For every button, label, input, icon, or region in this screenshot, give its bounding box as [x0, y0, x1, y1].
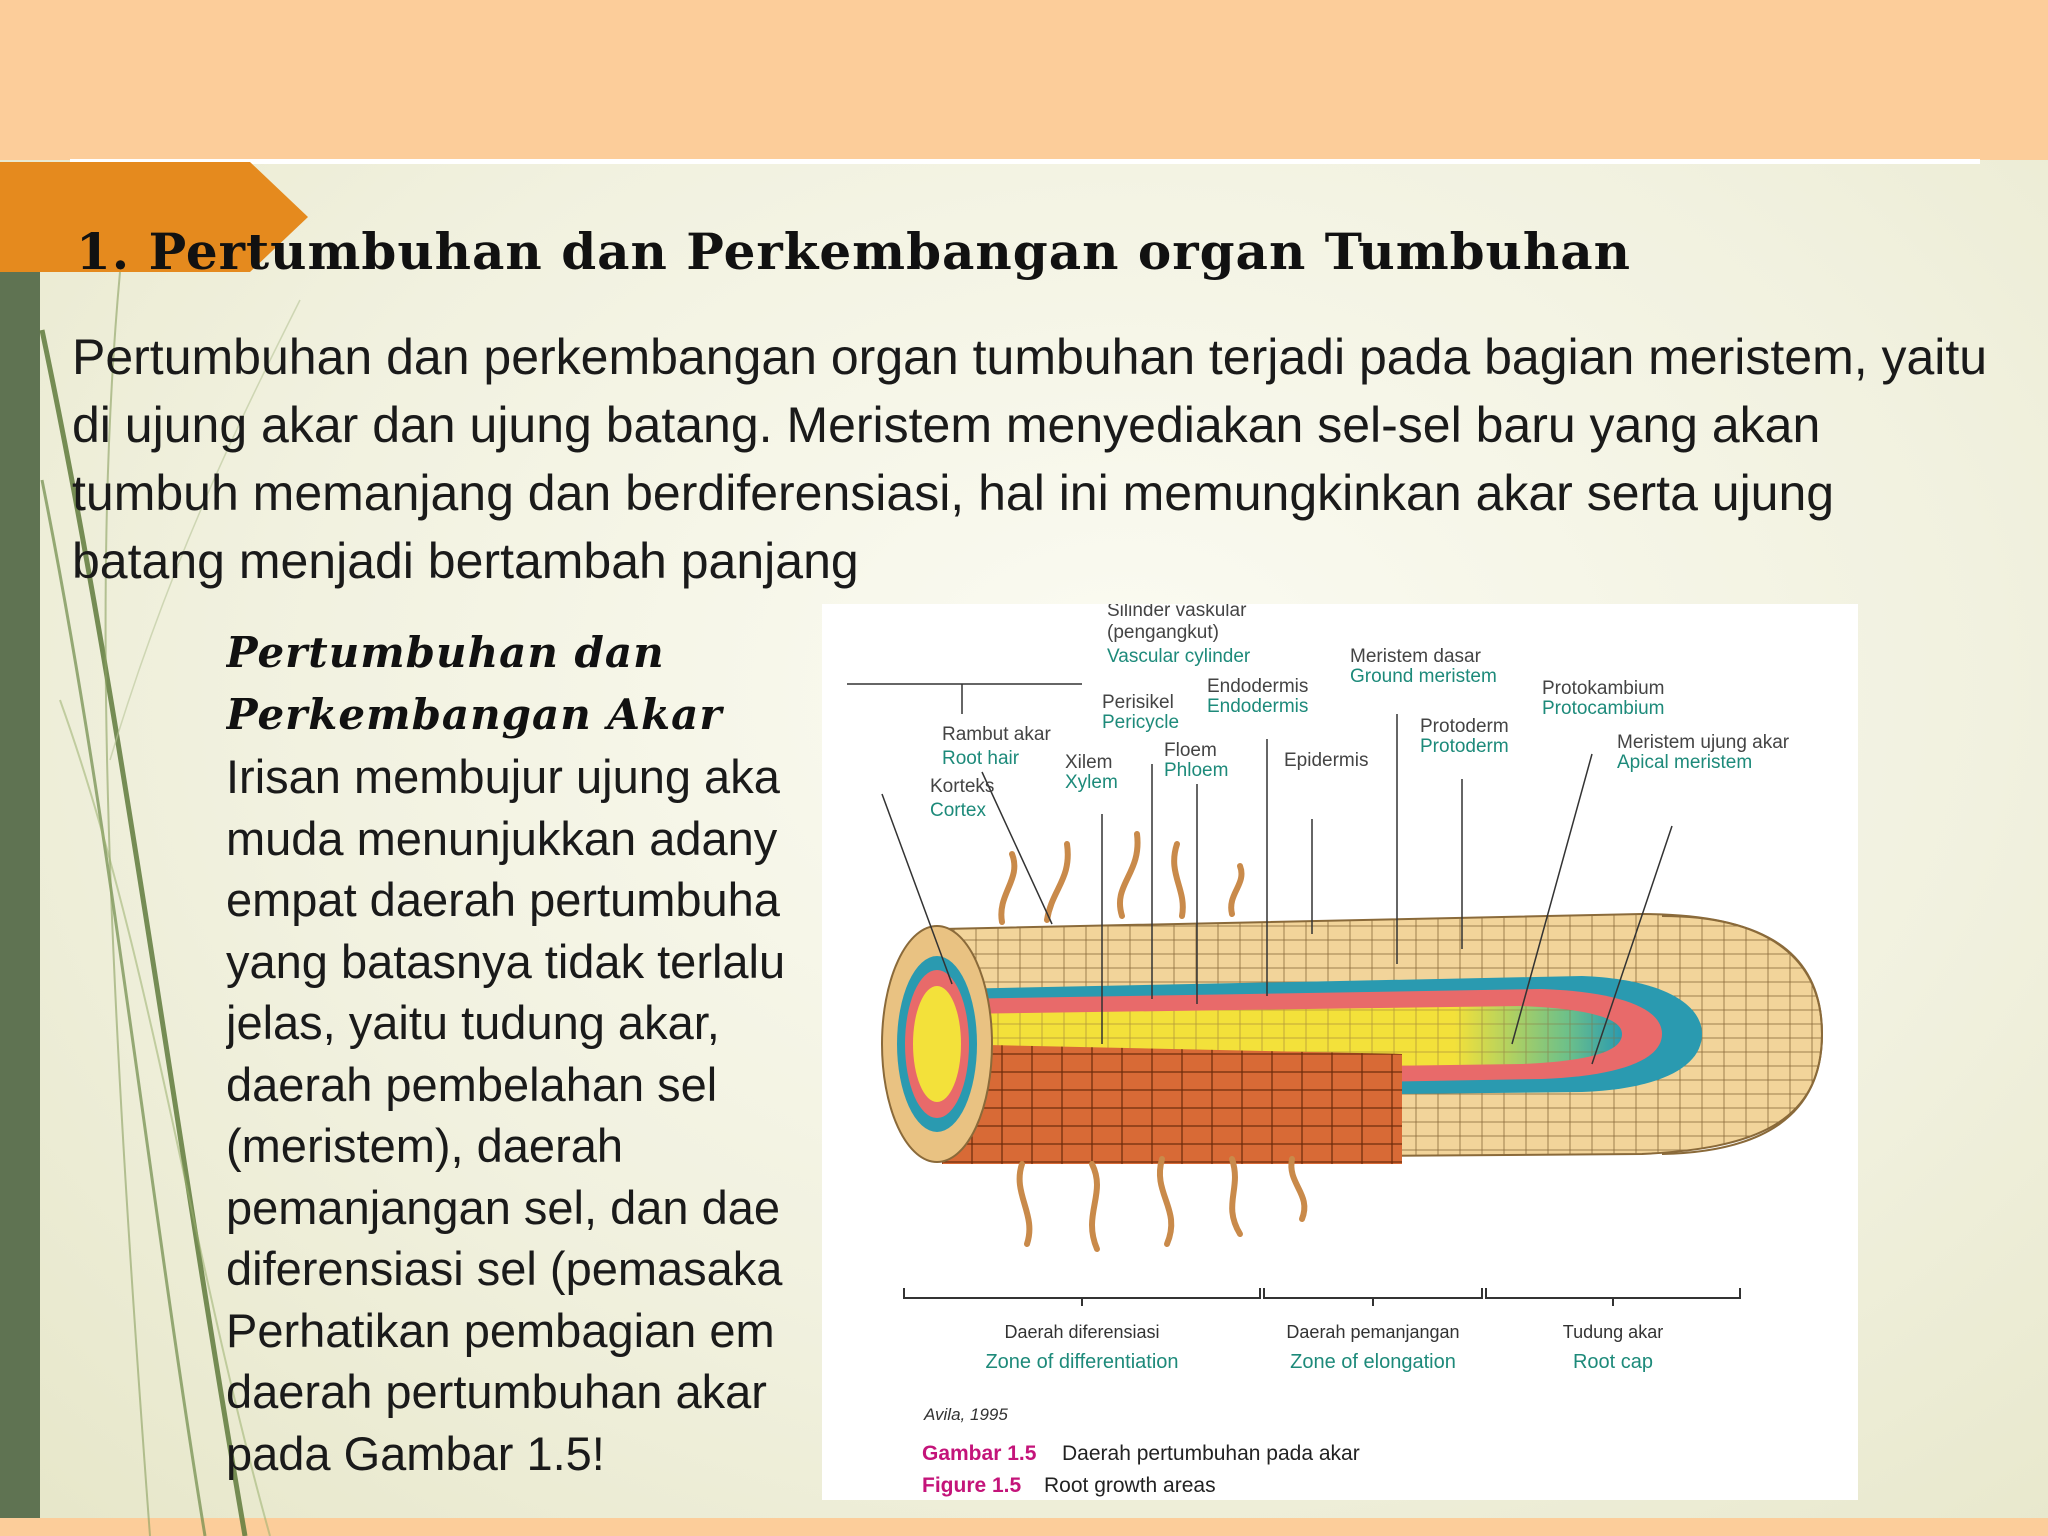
label-meristem-dasar: Meristem dasar [1350, 646, 1481, 667]
left-green-bar [0, 272, 40, 1522]
body-line: Perhatikan pembagian em [226, 1303, 775, 1357]
body-line: diferensiasi sel (pemasaka [226, 1242, 783, 1295]
label-protokambium: Protokambium [1542, 678, 1665, 699]
figure-credit: Avila, 1995 [924, 1405, 1008, 1424]
label-epidermis: Epidermis [1284, 750, 1369, 771]
label-pericycle: Pericycle [1102, 712, 1180, 733]
label-xylem: Xylem [1065, 772, 1118, 793]
label-endodermis-id: Endodermis [1207, 676, 1309, 697]
body-line: pemanjangan sel, dan dae [226, 1180, 780, 1234]
label-phloem: Phloem [1164, 760, 1229, 781]
root-body [882, 914, 1822, 1164]
root-diagram-svg [822, 604, 1858, 1500]
bottom-band [0, 1518, 2048, 1536]
label-floem: Floem [1164, 740, 1217, 761]
body-line: empat daerah pertumbuha [226, 873, 780, 926]
body-line: Irisan membujur ujung aka [226, 750, 780, 803]
subheading-line-1: Pertumbuhan dan [226, 628, 665, 677]
body-line: jelas, yaitu tudung akar, [226, 996, 720, 1049]
label-meristem-ujung: Meristem ujung akar [1617, 732, 1790, 753]
subheading-line-2: Perkembangan Akar [226, 690, 723, 739]
label-apical-meristem: Apical meristem [1617, 752, 1753, 773]
diagram-labels [930, 604, 1790, 821]
label-protoderm-en: Protoderm [1420, 736, 1509, 757]
label-ground-meristem: Ground meristem [1350, 666, 1497, 687]
body-line: (meristem), daerah [226, 1119, 623, 1172]
body-line: daerah pembelahan sel [226, 1057, 718, 1111]
label-rambut-akar: Rambut akar [942, 724, 1051, 745]
header-divider-line [70, 159, 1980, 164]
label-vascular-cylinder: Vascular cylinder [1107, 646, 1251, 667]
label-cortex: Cortex [930, 800, 986, 821]
slide-heading: 1. Pertumbuhan dan Perkembangan organ Tumbuhan [76, 222, 1632, 281]
caption-gambar-text: Daerah pertumbuhan pada akar [1062, 1442, 1360, 1465]
top-header-band [0, 0, 2048, 160]
zone-label-differentiation-en: Zone of differentiation [985, 1351, 1179, 1373]
label-korteks: Korteks [930, 776, 995, 797]
zone-label-elongation-id: Daerah pemanjangan [1286, 1322, 1460, 1342]
zone-label-rootcap-id: Tudung akar [1562, 1322, 1664, 1342]
label-root-hair: Root hair [942, 748, 1020, 769]
root-growth-section [226, 622, 828, 1492]
body-line: pada Gambar 1.5! [226, 1426, 605, 1480]
label-protoderm-id: Protoderm [1420, 716, 1509, 737]
zone-brackets [904, 1288, 1740, 1306]
label-silinder: Silinder vaskular [1107, 604, 1247, 621]
label-xilem: Xilem [1065, 752, 1113, 773]
caption-figure-number: Figure 1.5 [922, 1474, 1022, 1497]
zone-label-rootcap-en: Root cap [1572, 1351, 1654, 1373]
caption-gambar-number: Gambar 1.5 [922, 1442, 1037, 1465]
label-protocambium: Protocambium [1542, 698, 1665, 719]
label-perisikel: Perisikel [1102, 692, 1174, 713]
root-diagram-figure [822, 604, 1858, 1500]
zone-label-differentiation-id: Daerah diferensiasi [1004, 1322, 1160, 1342]
zone-label-elongation-en: Zone of elongation [1290, 1351, 1456, 1373]
label-pengangkut: (pengangkut) [1107, 622, 1219, 643]
intro-paragraph: Pertumbuhan dan perkembangan organ tumbuhan terjadi pada bagian meristem, yaitu di ujung akar dan ujung batang. Meristem menyediakan sel-sel baru yang akan tumbuh memanjang dan berdiferensiasi, hal ini memungkinkan akar serta ujung batang menjadi bertambah panjang [72, 329, 1988, 589]
body-line: muda menunjukkan adany [226, 811, 778, 865]
caption-figure-text: Root growth areas [1044, 1474, 1216, 1497]
body-line: yang batasnya tidak terlalu [226, 934, 786, 988]
label-endodermis-en: Endodermis [1207, 696, 1309, 717]
body-line: daerah pertumbuhan akar [226, 1365, 767, 1418]
zone-labels [985, 1322, 1663, 1373]
